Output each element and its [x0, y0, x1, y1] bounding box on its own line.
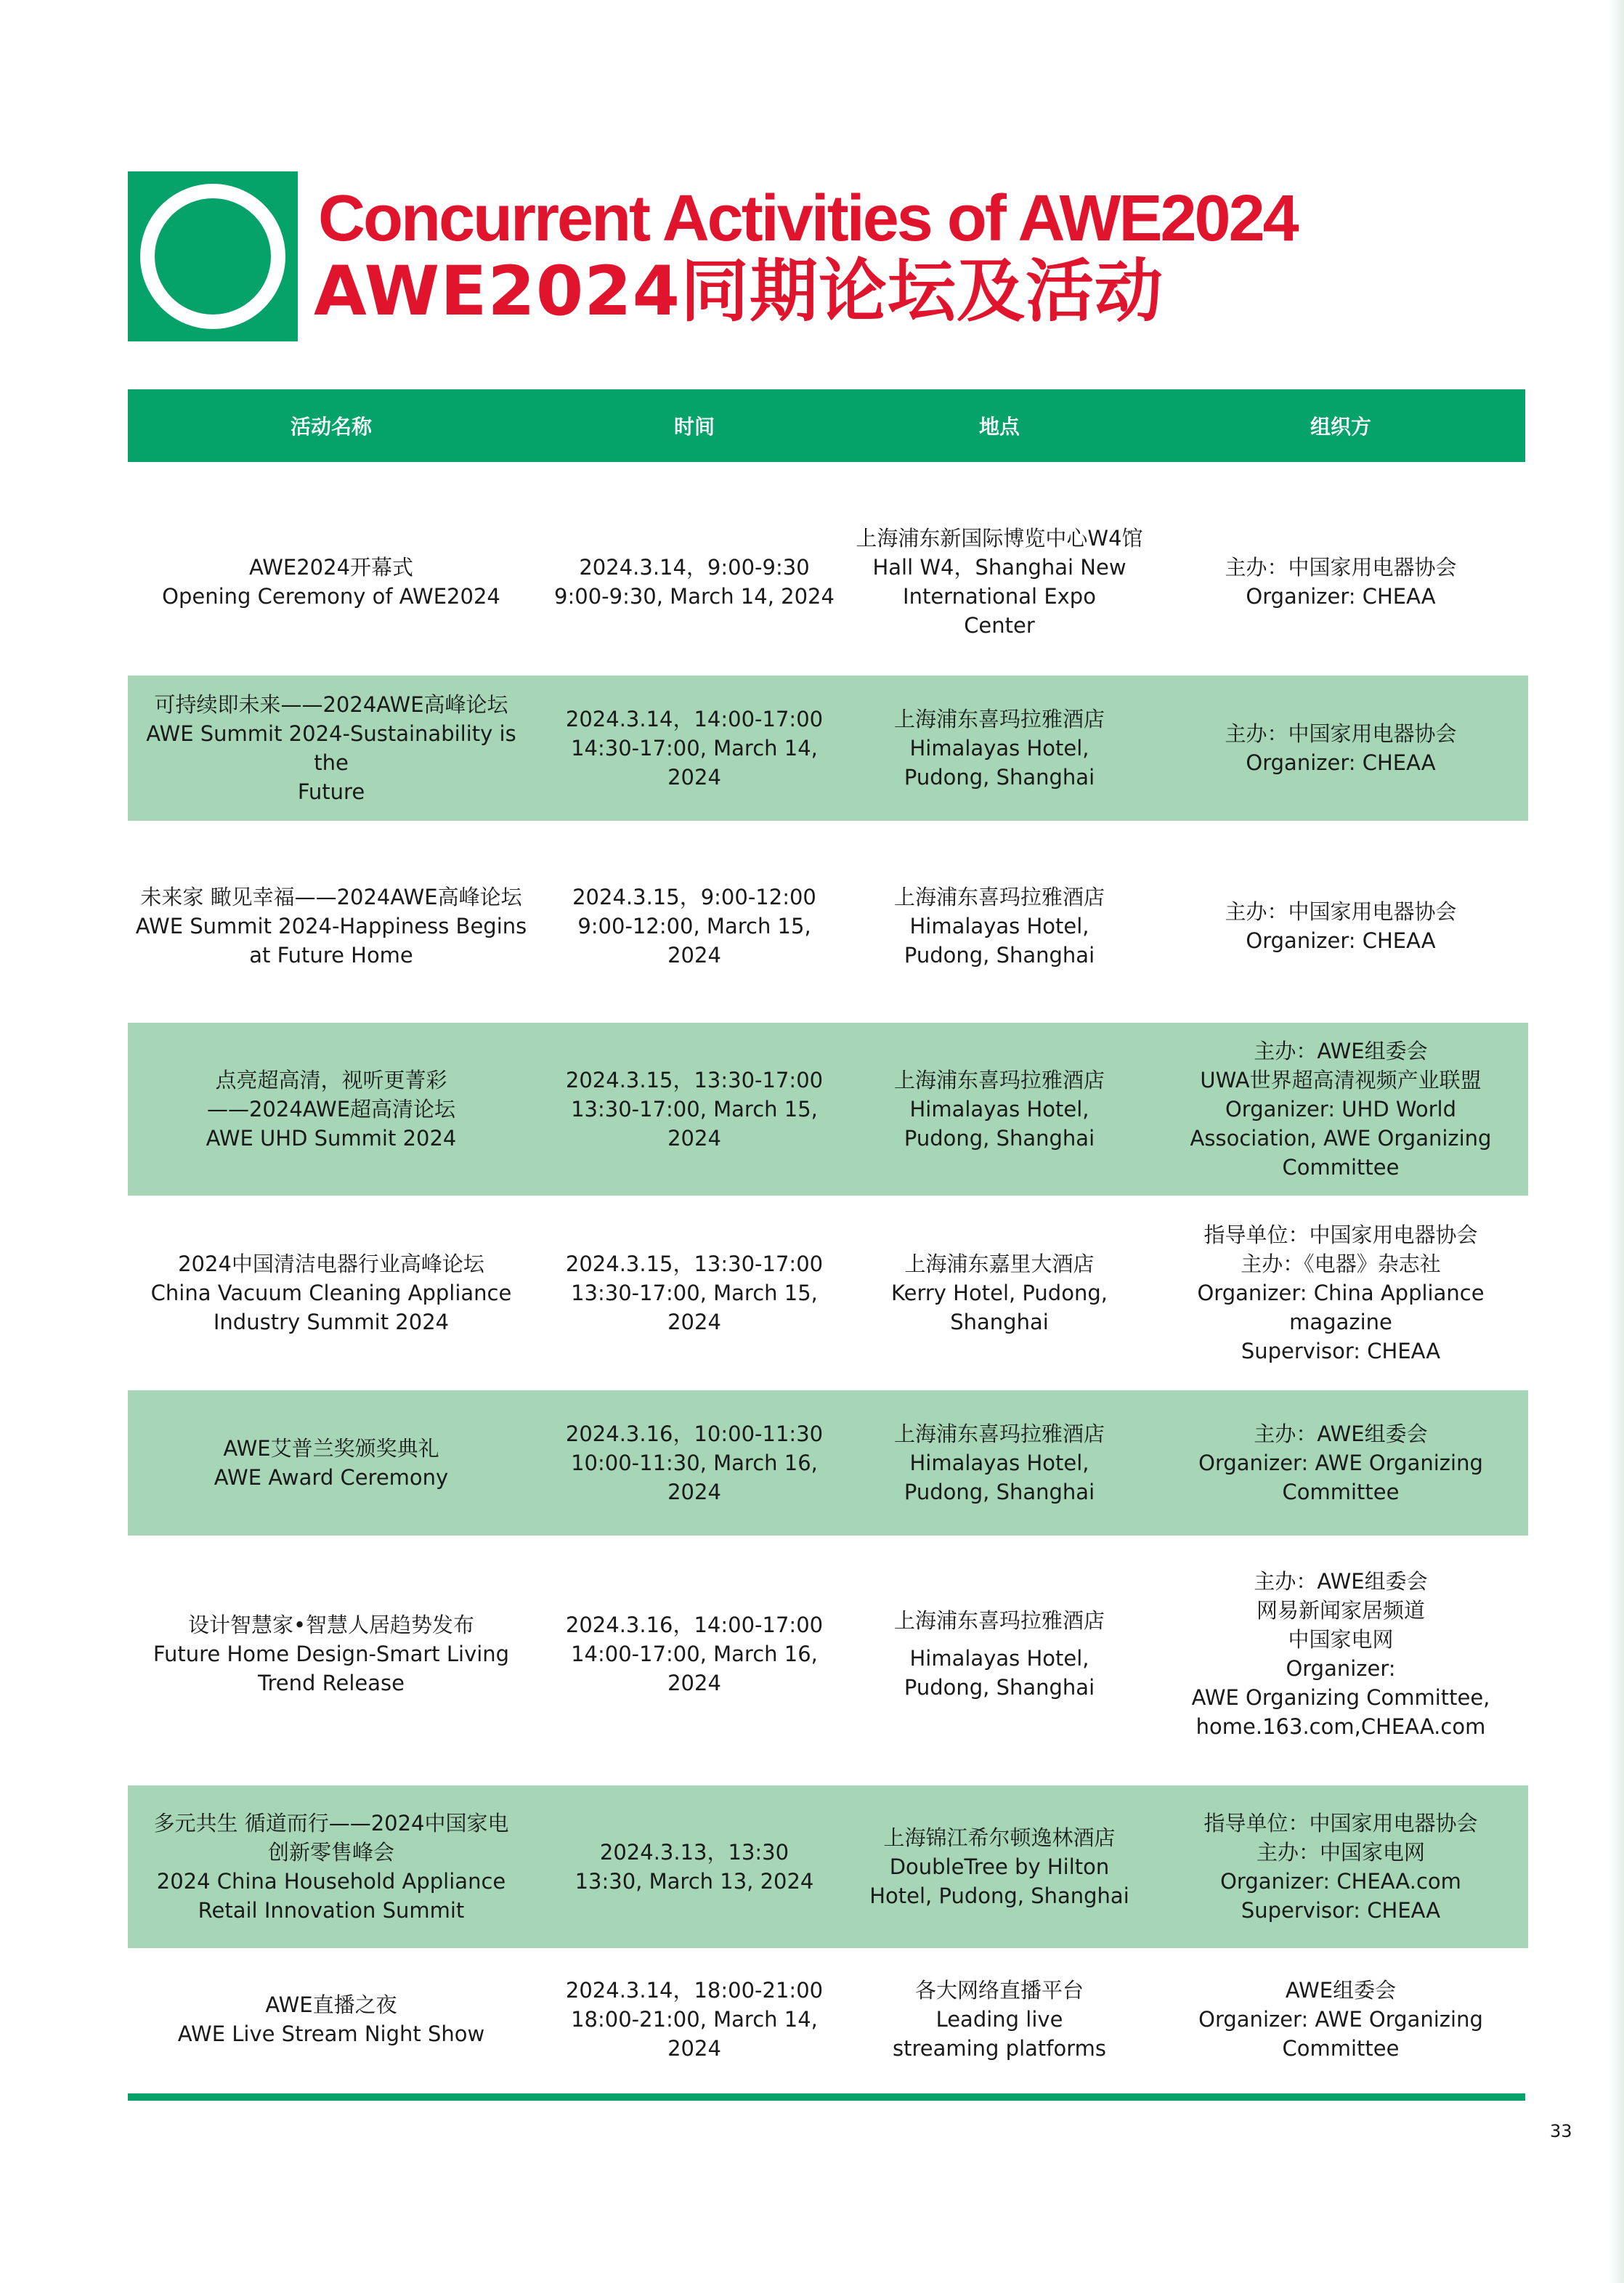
cell-line: 10:00-11:30, March 16, 2024 — [571, 1451, 818, 1504]
cell-activity-name — [128, 491, 535, 673]
cell-line: 上海浦东喜玛拉雅酒店 — [893, 1608, 1105, 1633]
cell-line: Supervisor: CHEAA — [1241, 1339, 1441, 1363]
cell-line: Future — [297, 779, 365, 804]
cell-line: 多元共生 循道而行——2024中国家电 — [153, 1811, 509, 1836]
cell-time — [549, 1390, 840, 1536]
cell-line: 2024.3.16，10:00-11:30 — [565, 1422, 824, 1446]
cell-line: Organizer: AWE Organizing — [1198, 2007, 1483, 2032]
cell-location — [854, 1961, 1145, 2077]
cell-line: AWE组委会 — [1285, 1978, 1397, 2003]
cell-line: 上海浦东喜玛拉雅酒店 — [893, 1422, 1105, 1446]
bottom-rule — [128, 2093, 1525, 2101]
cell-line: 主办：AWE组委会 — [1254, 1569, 1428, 1594]
cell-line: Supervisor: CHEAA — [1241, 1898, 1441, 1923]
cell-line: Kerry Hotel, Pudong, — [891, 1281, 1108, 1305]
cell-location — [854, 1023, 1145, 1196]
cell-line: Center — [964, 613, 1035, 638]
cell-line: 主办：《电器》杂志社 — [1241, 1252, 1441, 1276]
cell-line: 2024.3.14，9:00-9:30 — [579, 555, 810, 580]
cell-location — [854, 1547, 1145, 1761]
cell-line: at Future Home — [249, 943, 413, 968]
cell-line: UWA世界超高清视频产业联盟 — [1200, 1068, 1482, 1092]
cell-organizer — [1159, 1547, 1522, 1761]
cell-location — [854, 1785, 1145, 1948]
cell-line: 2024中国清洁电器行业高峰论坛 — [178, 1252, 484, 1276]
cell-line: 2024.3.15，13:30-17:00 — [565, 1252, 824, 1276]
cell-activity-name — [128, 1961, 535, 2077]
cell-line: 2024.3.14，14:00-17:00 — [565, 707, 824, 731]
cell-line: AWE Award Ceremony — [214, 1465, 449, 1490]
cell-line: streaming platforms — [892, 2036, 1107, 2061]
cell-line: home.163.com,CHEAA.com — [1195, 1714, 1486, 1739]
cell-line: 14:30-17:00, March 14, 2024 — [571, 736, 818, 790]
cell-line: 2024.3.13，13:30 — [599, 1840, 789, 1865]
table-row — [128, 1390, 1528, 1536]
cell-line: 9:00-12:00, March 15, 2024 — [577, 914, 811, 968]
cell-time — [549, 1023, 840, 1196]
cell-line: 上海浦东喜玛拉雅酒店 — [893, 707, 1105, 731]
cell-line: AWE Live Stream Night Show — [177, 2022, 485, 2046]
cell-activity-name — [128, 676, 535, 821]
cell-line: 主办：中国家用电器协会 — [1225, 899, 1457, 924]
cell-line: 上海浦东喜玛拉雅酒店 — [893, 1068, 1105, 1092]
table-row — [128, 1023, 1528, 1196]
header-organizer: 组织方 — [1310, 415, 1371, 439]
cell-organizer — [1159, 1390, 1522, 1536]
cell-activity-name — [128, 843, 535, 1010]
cell-time — [549, 491, 840, 673]
cell-line: 主办：AWE组委会 — [1254, 1039, 1428, 1063]
page-edge-shadow — [1609, 0, 1624, 2283]
table-row — [128, 491, 1528, 673]
cell-line: Himalayas Hotel, — [909, 1451, 1089, 1475]
cell-line: Committee — [1282, 1155, 1400, 1180]
cell-activity-name — [128, 1196, 535, 1390]
table-row — [128, 1785, 1528, 1948]
cell-line: Pudong, Shanghai — [904, 765, 1095, 790]
cell-line: Organizer: AWE Organizing — [1198, 1451, 1483, 1475]
cell-line: 14:00-17:00, March 16, 2024 — [571, 1642, 818, 1695]
cell-line: Opening Ceremony of AWE2024 — [162, 584, 500, 609]
cell-line: 上海浦东喜玛拉雅酒店 — [893, 885, 1105, 909]
cell-line: Retail Innovation Summit — [198, 1898, 465, 1923]
cell-line: 上海锦江希尔顿逸林酒店 — [883, 1825, 1116, 1850]
cell-organizer — [1159, 676, 1522, 821]
cell-line: Organizer: — [1286, 1656, 1396, 1681]
cell-line: Hotel, Pudong, Shanghai — [869, 1883, 1129, 1908]
cell-location — [854, 676, 1145, 821]
cell-line: International Expo — [903, 584, 1096, 609]
cell-line: Hall W4，Shanghai New — [872, 555, 1126, 580]
cell-line: AWE Organizing Committee, — [1191, 1685, 1490, 1710]
table-row — [128, 1196, 1528, 1390]
cell-line: Organizer: UHD World — [1225, 1097, 1456, 1122]
table-row — [128, 676, 1528, 821]
table-header — [128, 389, 1525, 462]
cell-line: 13:30-17:00, March 15, 2024 — [571, 1281, 818, 1334]
cell-line: 9:00-9:30, March 14, 2024 — [554, 584, 835, 609]
cell-location — [854, 1196, 1145, 1390]
cell-time — [549, 1961, 840, 2077]
cell-organizer — [1159, 1196, 1522, 1390]
cell-organizer — [1159, 843, 1522, 1010]
cell-line: 上海浦东新国际博览中心W4馆 — [856, 526, 1143, 551]
header-activity-name: 活动名称 — [290, 415, 372, 439]
cell-line: AWE2024开幕式 — [248, 555, 414, 580]
cell-line: Organizer: CHEAA — [1246, 750, 1436, 775]
cell-line: Organizer: CHEAA.com — [1220, 1869, 1461, 1894]
cell-line: ——2024AWE超高清论坛 — [206, 1097, 456, 1122]
title-chinese: AWE2024同期论坛及活动 — [314, 252, 1164, 331]
cell-line: Pudong, Shanghai — [904, 1675, 1095, 1700]
cell-line: China Vacuum Cleaning Appliance — [150, 1281, 512, 1305]
cell-line: Shanghai — [950, 1310, 1049, 1334]
cell-organizer — [1159, 1785, 1522, 1948]
cell-line: 2024.3.15，13:30-17:00 — [565, 1068, 824, 1092]
cell-line: 主办：中国家用电器协会 — [1225, 721, 1457, 746]
cell-line: Organizer: China Appliance — [1197, 1281, 1485, 1305]
cell-line: 各大网络直播平台 — [914, 1978, 1084, 2003]
cell-line: 中国家电网 — [1288, 1627, 1394, 1652]
cell-activity-name — [128, 1785, 535, 1948]
cell-line: 13:30, March 13, 2024 — [575, 1869, 814, 1894]
cell-time — [549, 1785, 840, 1948]
cell-line: Himalayas Hotel, — [909, 1646, 1089, 1671]
header-location: 地点 — [978, 415, 1020, 439]
cell-line: 设计智慧家•智慧人居趋势发布 — [187, 1613, 475, 1637]
cell-line: Committee — [1282, 2036, 1400, 2061]
cell-line: Future Home Design-Smart Living — [153, 1642, 510, 1666]
cell-time — [549, 843, 840, 1010]
cell-time — [549, 1547, 840, 1761]
cell-line: 网易新闻家居频道 — [1256, 1598, 1425, 1623]
cell-organizer — [1159, 491, 1522, 673]
cell-line: 2024 China Household Appliance — [156, 1869, 506, 1894]
cell-line: AWE UHD Summit 2024 — [206, 1126, 457, 1151]
cell-line: Organizer: CHEAA — [1246, 584, 1436, 609]
cell-line: Committee — [1282, 1480, 1400, 1504]
cell-line: 指导单位：中国家用电器协会 — [1203, 1222, 1478, 1247]
cell-line: Leading live — [935, 2007, 1063, 2032]
brand-ring-logo — [128, 171, 298, 341]
cell-line: 指导单位：中国家用电器协会 — [1203, 1811, 1478, 1836]
cell-line: Association, AWE Organizing — [1190, 1126, 1492, 1151]
cell-line: Organizer: CHEAA — [1246, 928, 1436, 953]
cell-line: Trend Release — [258, 1671, 405, 1695]
ring-icon — [140, 184, 285, 329]
cell-time — [549, 676, 840, 821]
cell-line: 可持续即未来——2024AWE高峰论坛 — [154, 692, 508, 717]
cell-line: 未来家 瞰见幸福——2024AWE高峰论坛 — [140, 885, 522, 909]
table-row — [128, 1961, 1528, 2077]
cell-line: Pudong, Shanghai — [904, 1480, 1095, 1504]
cell-location — [854, 843, 1145, 1010]
cell-organizer — [1159, 1023, 1522, 1196]
header-time: 时间 — [673, 415, 715, 439]
cell-line: AWE Summit 2024-Happiness Begins — [135, 914, 527, 938]
cell-activity-name — [128, 1023, 535, 1196]
cell-location — [854, 1390, 1145, 1536]
table-row — [128, 843, 1528, 1010]
cell-line: 主办：AWE组委会 — [1254, 1422, 1428, 1446]
cell-line: DoubleTree by Hilton — [889, 1854, 1110, 1879]
cell-line: Himalayas Hotel, — [909, 1097, 1089, 1122]
cell-line: 2024.3.15，9:00-12:00 — [572, 885, 816, 909]
cell-line: 13:30-17:00, March 15, 2024 — [571, 1097, 818, 1151]
cell-line: Industry Summit 2024 — [213, 1310, 450, 1334]
cell-line: AWE直播之夜 — [265, 1992, 397, 2017]
cell-line: 上海浦东嘉里大酒店 — [904, 1252, 1095, 1276]
cell-time — [549, 1196, 840, 1390]
cell-line: 点亮超高清，视听更菁彩 — [215, 1068, 447, 1092]
page-number: 33 — [1550, 2121, 1572, 2141]
cell-line: 2024.3.14，18:00-21:00 — [565, 1978, 824, 2003]
title-english: Concurrent Activities of AWE2024 — [318, 182, 1297, 255]
cell-location — [854, 491, 1145, 673]
cell-line: Himalayas Hotel, — [909, 914, 1089, 938]
cell-line: Pudong, Shanghai — [904, 943, 1095, 968]
cell-activity-name — [128, 1547, 535, 1761]
cell-line: 主办：中国家用电器协会 — [1225, 555, 1457, 580]
table-row — [128, 1547, 1528, 1761]
cell-line: Pudong, Shanghai — [904, 1126, 1095, 1151]
cell-line: magazine — [1289, 1310, 1392, 1334]
cell-activity-name — [128, 1390, 535, 1536]
cell-organizer — [1159, 1961, 1522, 2077]
cell-line: AWE艾普兰奖颁奖典礼 — [223, 1436, 439, 1461]
cell-line: 创新零售峰会 — [267, 1840, 394, 1865]
cell-line: Himalayas Hotel, — [909, 736, 1089, 761]
cell-line: AWE Summit 2024-Sustainability is the — [146, 721, 516, 775]
cell-line: 2024.3.16，14:00-17:00 — [565, 1613, 824, 1637]
cell-line: 主办：中国家电网 — [1256, 1840, 1425, 1865]
cell-line: 18:00-21:00, March 14, 2024 — [571, 2007, 818, 2061]
